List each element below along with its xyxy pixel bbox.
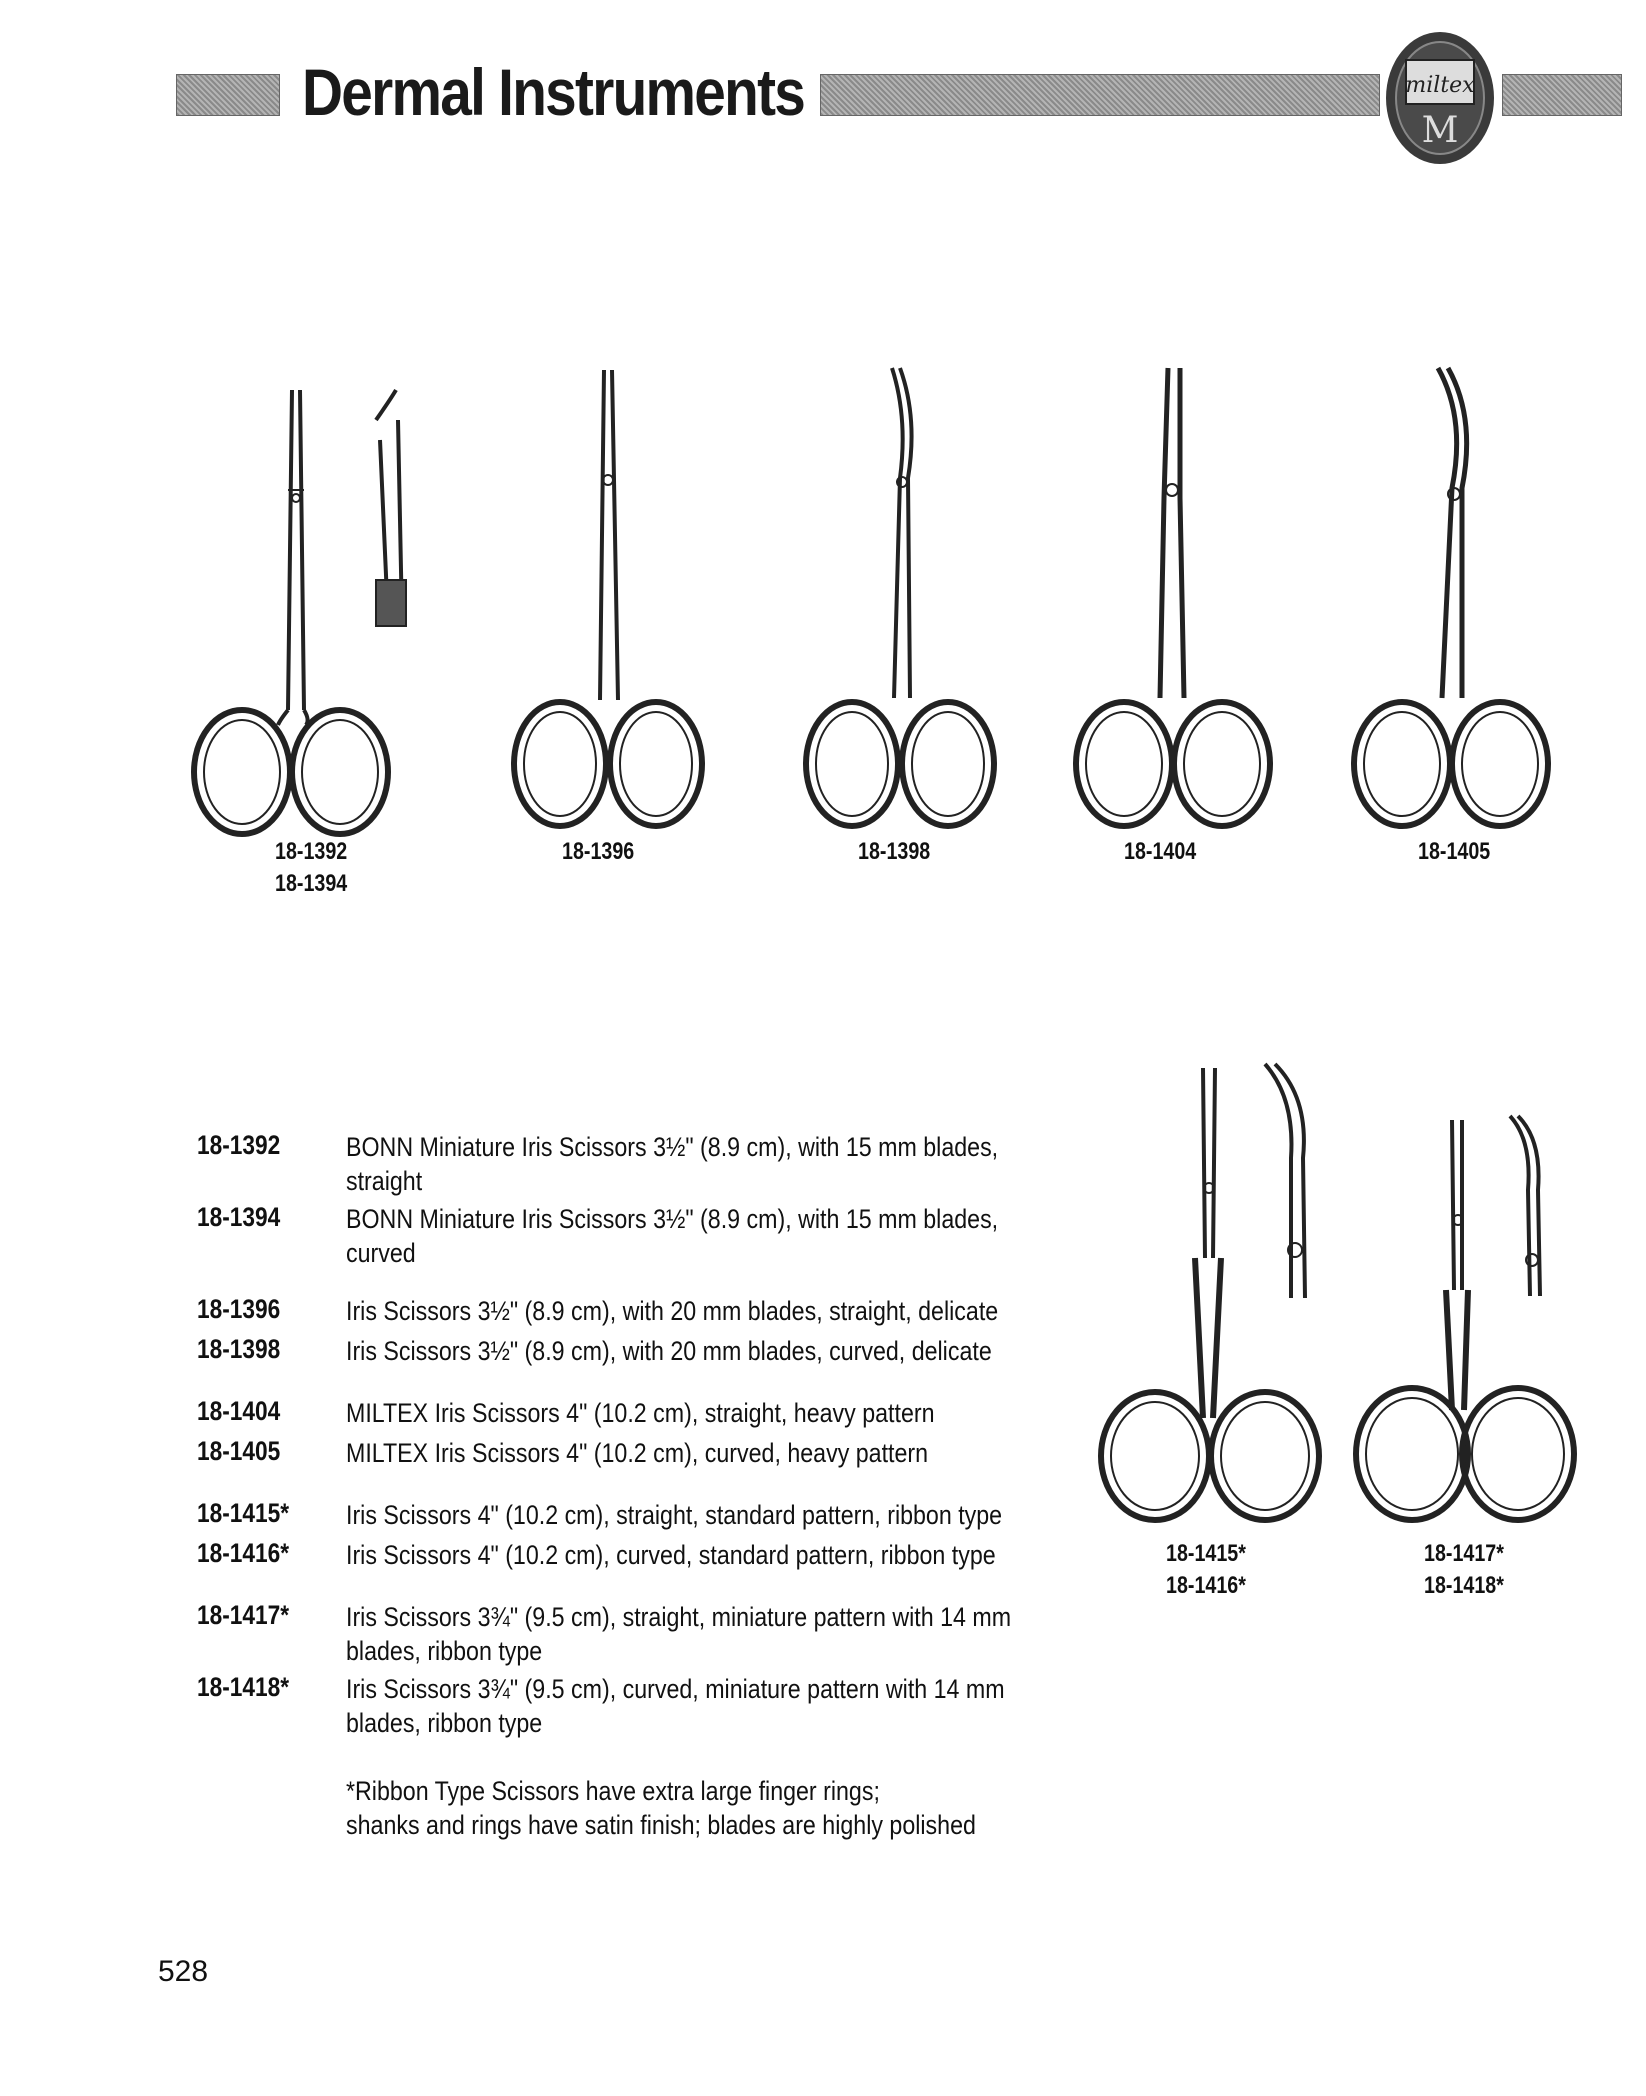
logo-letter: M: [1421, 110, 1459, 151]
item-desc: Iris Scissors 3½" (8.9 cm), with 20 mm blades, curved, delicate: [346, 1336, 992, 1366]
miltex-logo: [1384, 30, 1496, 166]
scissors-figure-18-1392: [190, 380, 440, 840]
page-title: Dermal Instruments: [302, 55, 805, 129]
item-desc: Iris Scissors 4" (10.2 cm), straight, standard pattern, ribbon type: [346, 1500, 1003, 1530]
caption-code: 18-1405: [1418, 838, 1491, 865]
scissors-figure-18-1415: [1095, 1058, 1325, 1538]
caption-code: 18-1398: [858, 838, 931, 865]
caption-18-1417: [1424, 1538, 1504, 1602]
item-code: 18-1415*: [197, 1498, 290, 1528]
caption-18-1398: [858, 836, 930, 868]
caption-18-1405: [1418, 836, 1490, 868]
item-code: 18-1394: [197, 1202, 281, 1232]
caption-code: 18-1416*: [1166, 1572, 1246, 1599]
caption-code: 18-1415*: [1166, 1540, 1246, 1567]
caption-code: 18-1394: [275, 870, 348, 897]
header-bar-right: [1502, 74, 1622, 116]
item-code: 18-1405: [197, 1436, 281, 1466]
item-desc: MILTEX Iris Scissors 4" (10.2 cm), straight, heavy pattern: [346, 1398, 935, 1428]
item-code: 18-1404: [197, 1396, 281, 1426]
scissors-figure-18-1417: [1352, 1110, 1592, 1530]
footnote: [346, 1774, 1017, 1842]
scissors-figure-18-1398: [800, 358, 1000, 830]
caption-18-1392: [275, 836, 347, 900]
caption-code: 18-1404: [1124, 838, 1197, 865]
item-desc: Iris Scissors 3¾" (9.5 cm), straight, miniature pattern with 14 mm blades, ribbon type: [346, 1602, 1012, 1666]
item-desc: MILTEX Iris Scissors 4" (10.2 cm), curved, heavy pattern: [346, 1438, 929, 1468]
item-code: 18-1398: [197, 1334, 281, 1364]
header-bar-left: [176, 74, 280, 116]
caption-18-1396: [562, 836, 634, 868]
caption-code: 18-1418*: [1424, 1572, 1504, 1599]
caption-18-1415: [1166, 1538, 1246, 1602]
caption-code: 18-1392: [275, 838, 348, 865]
caption-code: 18-1417*: [1424, 1540, 1504, 1567]
page-number: 528: [158, 1955, 209, 1988]
scissors-figure-18-1404: [1068, 358, 1278, 830]
scissors-figure-18-1396: [508, 360, 708, 830]
scissors-figure-18-1405: [1346, 358, 1556, 830]
caption-18-1404: [1124, 836, 1196, 868]
item-code: 18-1418*: [197, 1672, 290, 1702]
logo-wordmark: miltex: [1405, 73, 1475, 98]
header-bar-middle: [820, 74, 1380, 116]
item-code: 18-1417*: [197, 1600, 290, 1630]
item-code: 18-1392: [197, 1130, 281, 1160]
item-desc: Iris Scissors 3½" (8.9 cm), with 20 mm blades, straight, delicate: [346, 1296, 999, 1326]
footnote-line: *Ribbon Type Scissors have extra large finger rings;: [346, 1776, 880, 1806]
item-desc: Iris Scissors 3¾" (9.5 cm), curved, miniature pattern with 14 mm blades, ribbon type: [346, 1674, 1005, 1738]
item-desc: Iris Scissors 4" (10.2 cm), curved, standard pattern, ribbon type: [346, 1540, 996, 1570]
caption-code: 18-1396: [562, 838, 635, 865]
item-desc: BONN Miniature Iris Scissors 3½" (8.9 cm), with 15 mm blades, straight: [346, 1132, 999, 1196]
footnote-line: shanks and rings have satin finish; blades are highly polished: [346, 1810, 976, 1840]
item-code: 18-1416*: [197, 1538, 290, 1568]
item-code: 18-1396: [197, 1294, 281, 1324]
item-desc: BONN Miniature Iris Scissors 3½" (8.9 cm), with 15 mm blades, curved: [346, 1204, 999, 1268]
